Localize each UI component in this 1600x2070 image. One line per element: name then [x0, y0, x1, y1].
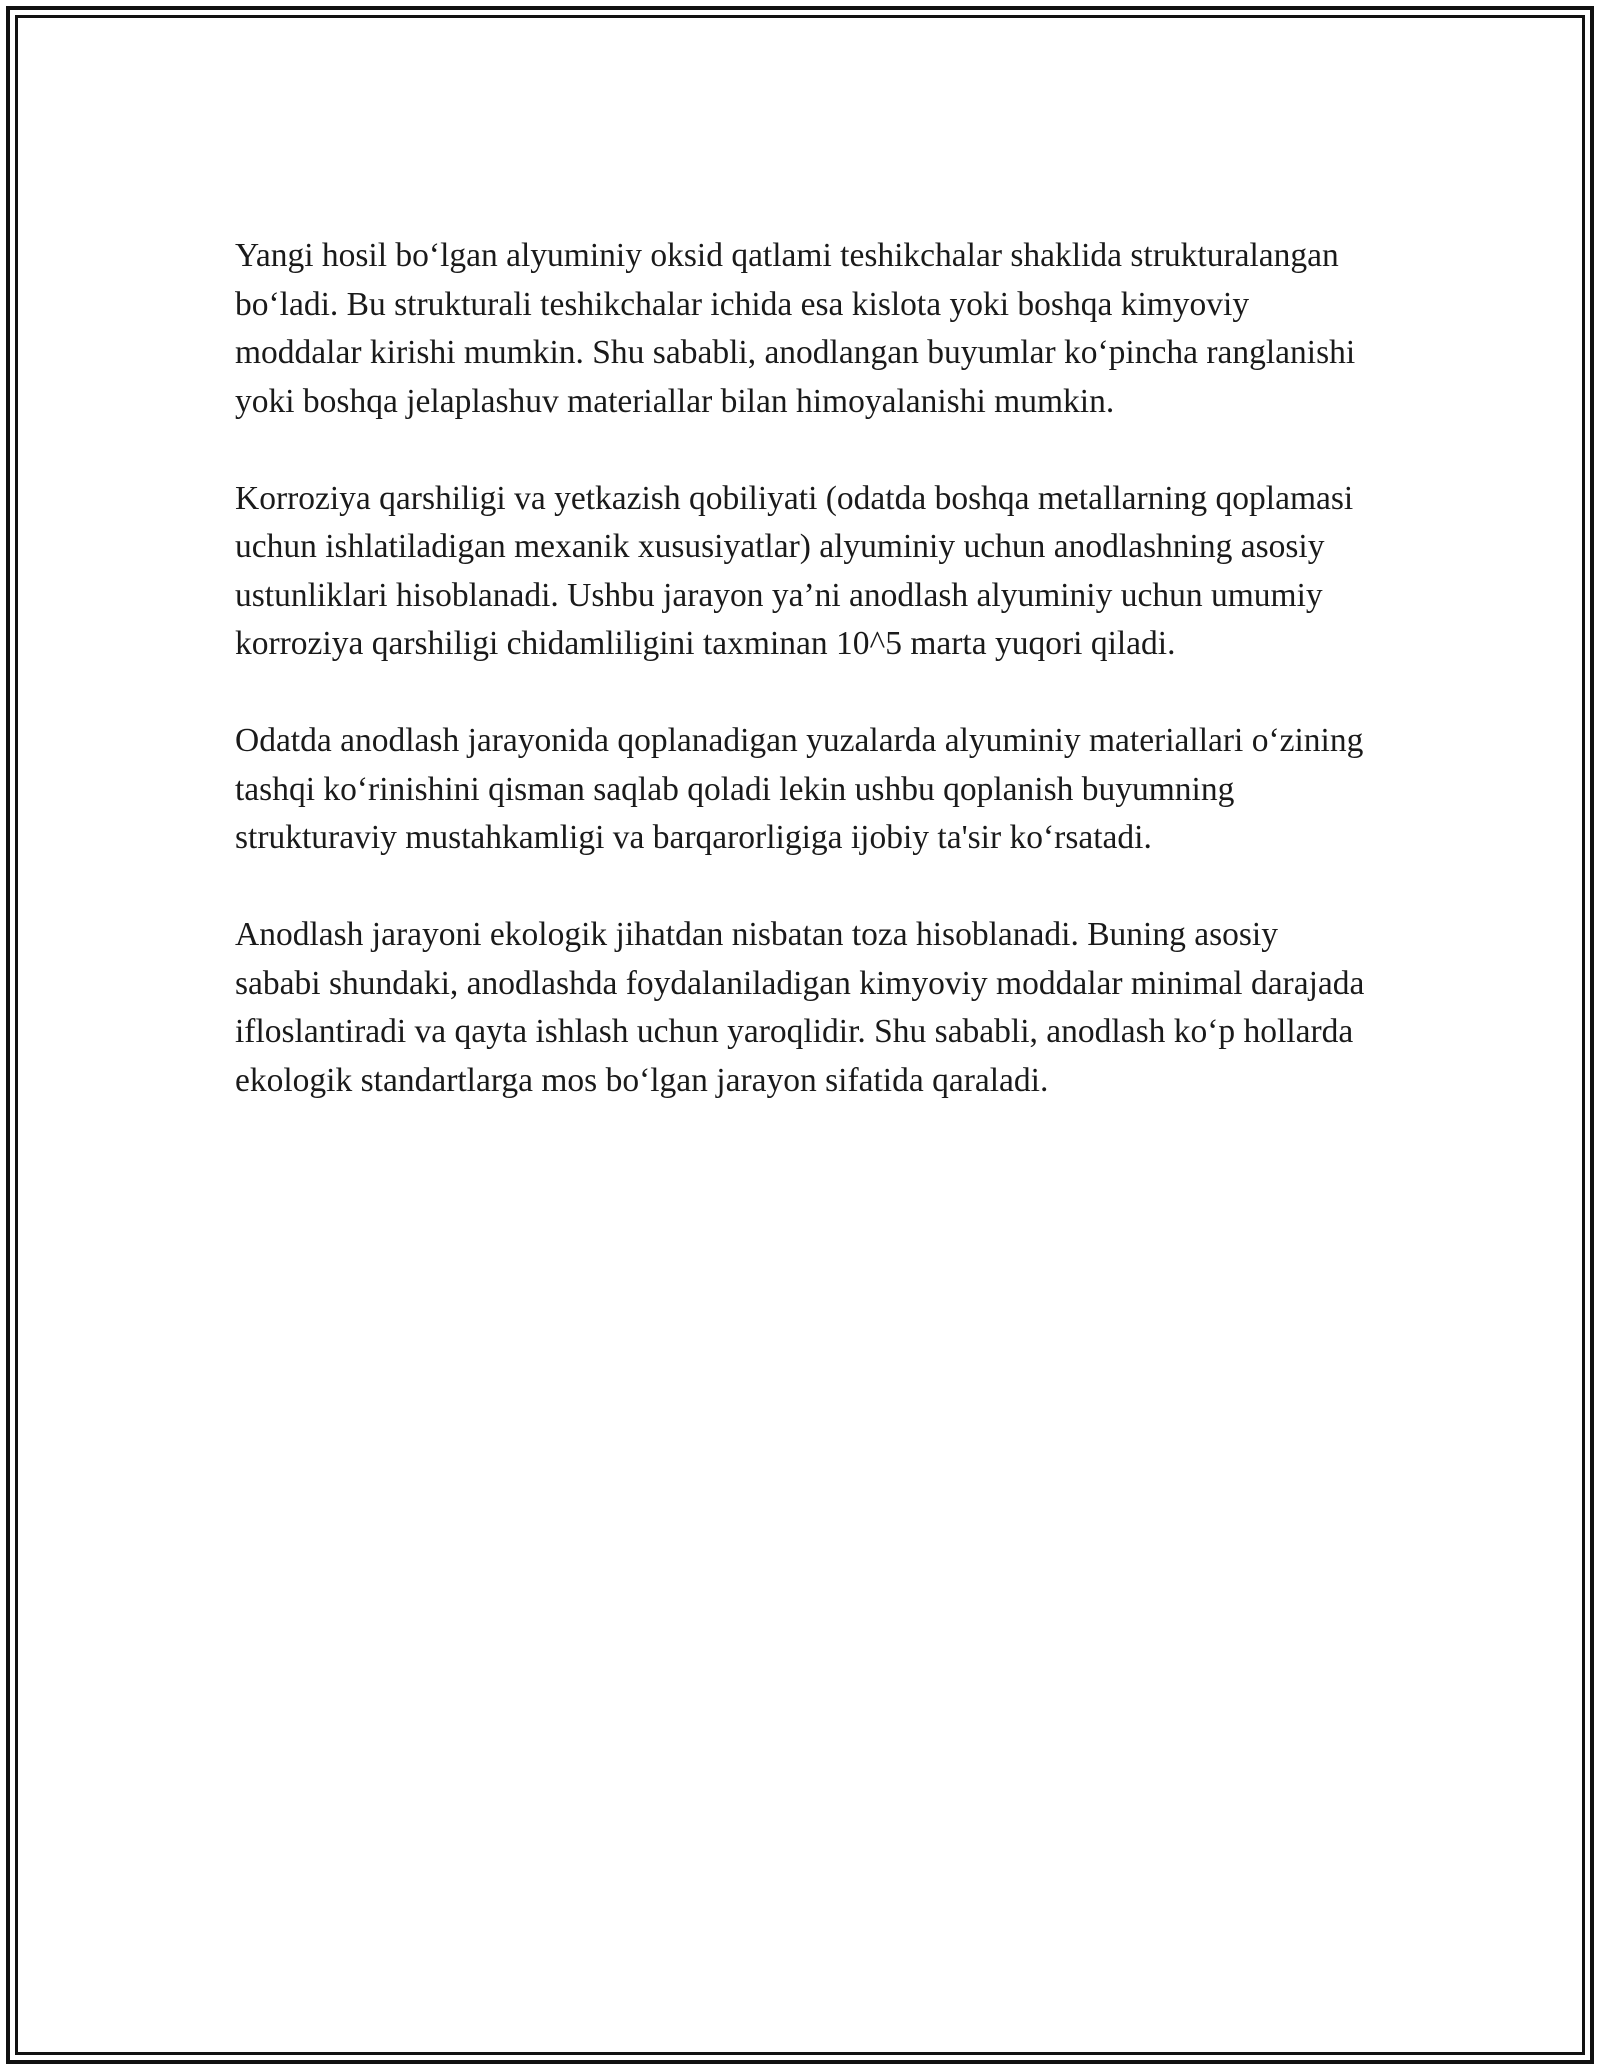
paragraph-4: Anodlash jarayoni ekologik jihatdan nisbatan toza hisoblanadi. Buning asosiy sababi shundaki, anodlashda foydalaniladigan kimyoviy moddalar minimal darajada ifloslantiradi va qayta ishlash uchun yaroqlidir. Shu sababli, anodlash ko‘p hollarda ekologik standartlarga mos bo‘lgan jarayon sifatida qaraladi.: [235, 916, 1365, 1099]
paragraph-1: Yangi hosil bo‘lgan alyuminiy oksid qatlami teshikchalar shaklida strukturalangan bo‘ladi. Bu strukturali teshikchalar ichida esa kislota yoki boshqa kimyoviy moddalar kirishi mumkin. Shu sababli, anodlangan buyumlar ko‘pincha ranglanishi yoki boshqa jelaplashuv materiallar bilan himoyalanishi mumkin.: [235, 237, 1356, 420]
paragraph-2: Korroziya qarshiligi va yetkazish qobiliyati (odatda boshqa metallarning qoplamasi uchun ishlatiladigan mexanik xususiyatlar) alyuminiy uchun anodlashning asosiy ustunliklari hisoblanadi. Ushbu jarayon ya’ni anodlash alyuminiy uchun umumiy korroziya qarshiligi chidamliligini taxminan 10^5 marta yuqori qiladi.: [235, 479, 1354, 662]
paragraph-3: Odatda anodlash jarayonida qoplanadigan yuzalarda alyuminiy materiallari o‘zining tashqi ko‘rinishini qisman saqlab qoladi lekin ushbu qoplanish buyumning strukturaviy mustahkamligi va barqarorligiga ijobiy ta'sir ko‘rsatadi.: [235, 722, 1364, 856]
document-body: [235, 232, 1365, 1154]
